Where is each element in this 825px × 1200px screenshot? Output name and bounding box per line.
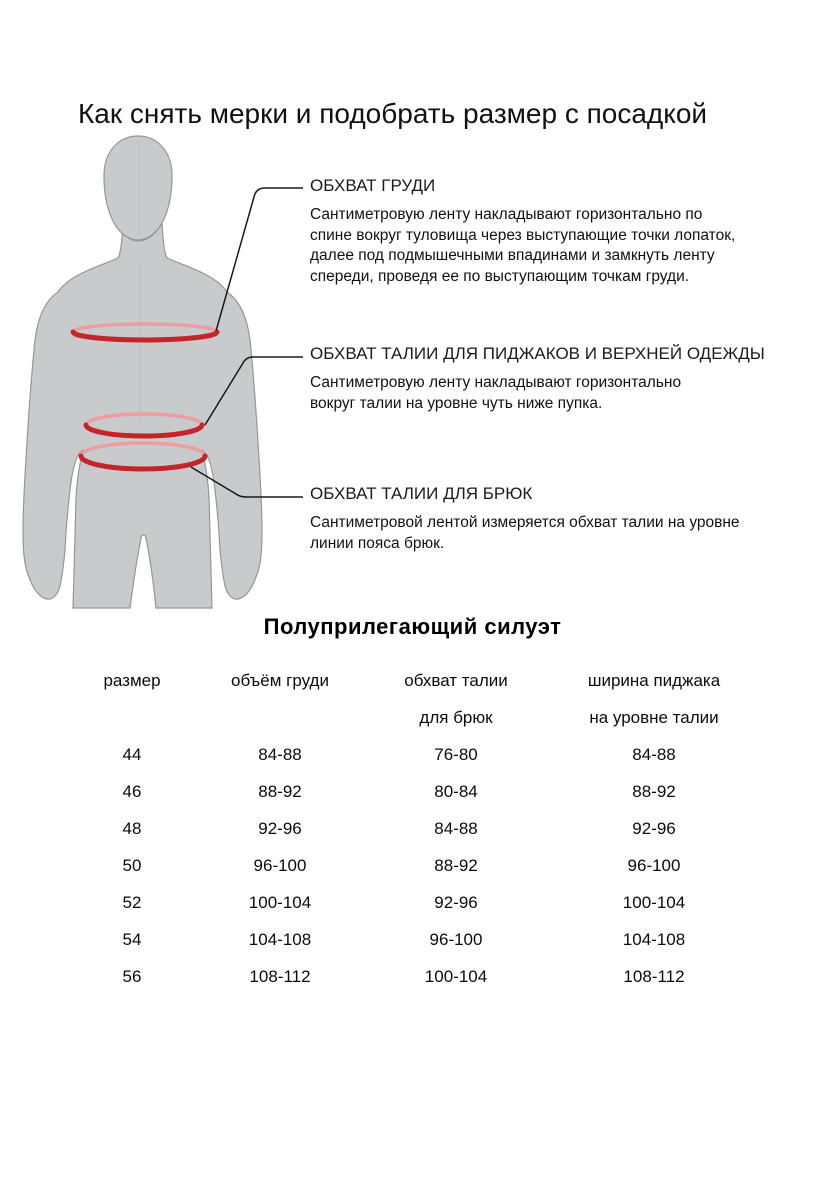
table-cell-value: 96-100 [253,856,307,875]
head-silhouette [104,136,172,240]
table-cell-value: 92-96 [434,893,478,912]
table-cell-value: 96-100 [627,856,681,875]
callout-chest [310,176,735,287]
callout-trouser-waist-line: линии пояса брюк. [310,534,445,552]
table-cell-size: 54 [122,930,142,949]
callout-trouser-waist [310,484,740,554]
table-header: размер [103,671,161,690]
table-cell-value: 108-112 [623,967,685,986]
table-cell-value: 92-96 [258,819,302,838]
page-title: Как снять мерки и подобрать размер с посадкой [78,97,708,129]
table-cell-value: 84-88 [632,745,676,764]
table-cell-value: 104-108 [248,930,312,949]
male-silhouette [0,120,320,620]
callout-trouser-waist-text [310,513,740,554]
measurement-figure [0,120,320,620]
table-cell-value: 100-104 [424,967,488,986]
table-cell-size: 48 [122,819,142,838]
table-header: для брюк [419,708,493,727]
callout-trouser-waist-line: Сантиметровой лентой измеряется обхват талии на уровне [310,514,740,531]
callout-chest-heading: ОБХВАТ ГРУДИ [310,176,436,195]
table-cell-value: 100-104 [248,893,312,912]
table-cell-value: 104-108 [622,930,686,949]
table-cell-value: 80-84 [434,782,478,801]
callout-jacket-waist-line: Сантиметровую ленту накладывают горизонтально [310,374,682,391]
table-header: обхват талии [404,671,508,690]
table-header [40,699,224,736]
callout-chest-text [310,205,735,287]
callout-chest-line: Сантиметровую ленту накладывают горизонтально по [310,206,703,223]
table-cell-value: 84-88 [434,819,478,838]
table-cell-size: 56 [122,967,142,986]
table-cell-size: 46 [122,782,142,801]
size-table [40,662,732,995]
table-header [224,699,336,736]
table-cell-value: 76-80 [434,745,478,764]
table-cell-value: 88-92 [258,782,302,801]
table-cell-value: 92-96 [632,819,676,838]
callout-jacket-waist-heading: ОБХВАТ ТАЛИИ ДЛЯ ПИДЖАКОВ И ВЕРХНЕЙ ОДЕЖДЫ [310,344,765,363]
table-cell-value: 100-104 [622,893,686,912]
table-header: на уровне талии [589,708,719,727]
callout-chest-line: далее под подмышечными впадинами и замкнуть ленту [310,247,715,264]
table-cell-value: 88-92 [434,856,478,875]
callout-jacket-waist-line: вокруг талии на уровне чуть ниже пупка. [310,394,603,412]
callout-trouser-waist-heading: ОБХВАТ ТАЛИИ ДЛЯ БРЮК [310,484,533,503]
callout-jacket-waist [310,344,765,414]
table-cell-size: 50 [122,856,142,875]
table-header: ширина пиджака [587,671,721,690]
table-cell-size: 44 [122,745,142,764]
table-cell-value: 84-88 [258,745,302,764]
callout-chest-line: спереди, проведя ее по выступающим точкам груди. [310,267,690,285]
table-cell-size: 52 [122,893,142,912]
table-cell-value: 96-100 [429,930,483,949]
callout-jacket-waist-text [310,373,765,414]
table-cell-value: 108-112 [249,967,311,986]
table-cell-value: 88-92 [632,782,676,801]
table-header: объём груди [231,671,329,690]
callout-chest-line: спине вокруг туловища через выступающие точки лопаток, [310,226,736,244]
size-table-title: Полуприлегающий силуэт [263,614,562,639]
